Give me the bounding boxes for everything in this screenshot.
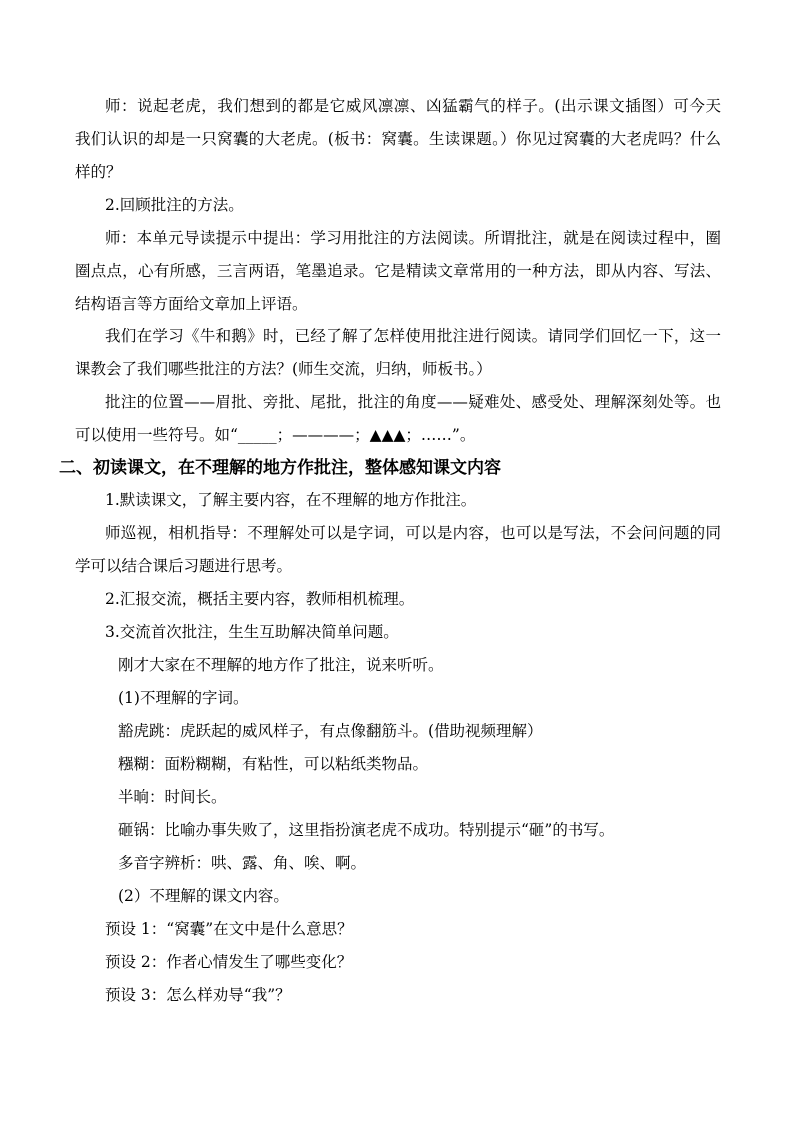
paragraph-intro-line2: 我们认识的却是一只窝囊的大老虎。(板书：窝囊。生读课题。）你见过窝囊的大老虎吗？什么 xyxy=(75,130,721,148)
paragraph-guidance-line2: 学可以结合课后习题进行思考。 xyxy=(75,557,293,575)
paragraph-position-line1: 批注的位置——眉批、旁批、尾批，批注的角度——疑难处、感受处、理解深刻处等。也 xyxy=(105,393,721,411)
step-exchange: 3.交流首次批注，生生互助解决简单问题。 xyxy=(105,623,399,641)
paragraph-intro-line3: 样的？ xyxy=(75,163,122,181)
vocab-item-2: 糨糊：面粉糊糊，有粘性，可以粘纸类物品。 xyxy=(118,755,429,773)
preset-3: 预设 3：怎么样劝导“我”？ xyxy=(105,986,291,1004)
step-silent-read: 1.默读课文，了解主要内容，在不理解的地方作批注。 xyxy=(105,491,477,509)
paragraph-recall-line1: 我们在学习《牛和鹅》时，已经了解了怎样使用批注进行阅读。请同学们回忆一下，这一 xyxy=(105,327,721,345)
subheading-words: (1)不理解的字词。 xyxy=(118,689,249,707)
vocab-item-3: 半晌：时间长。 xyxy=(118,788,227,806)
paragraph-intro-line1: 师：说起老虎，我们想到的都是它威风凛凛、凶猛霸气的样子。(出示课文插图）可今天 xyxy=(105,97,721,115)
polyphone-item: 多音字辨析：哄、露、角、唉、啊。 xyxy=(118,854,367,872)
preset-2: 预设 2：作者心情发生了哪些变化？ xyxy=(105,953,353,971)
section-heading: 二、初读课文，在不理解的地方作批注，整体感知课文内容 xyxy=(59,458,501,478)
vocab-item-4: 砸锅：比喻办事失败了，这里指扮演老虎不成功。特别提示“砸”的书写。 xyxy=(118,821,615,839)
vocab-item-1: 豁虎跳：虎跃起的威风样子，有点像翻筋斗。(借助视频理解） xyxy=(118,722,543,740)
paragraph-recall-line2: 课教会了我们哪些批注的方法？(师生交流，归纳，师板书。） xyxy=(75,360,492,378)
preset-1: 预设 1：“窝囊”在文中是什么意思？ xyxy=(105,920,353,938)
paragraph-method-line3: 结构语言等方面给文章加上评语。 xyxy=(75,295,308,313)
paragraph-method-line1: 师：本单元导读提示中提出：学习用批注的方法阅读。所谓批注，就是在阅读过程中，圈 xyxy=(105,229,721,247)
paragraph-share: 刚才大家在不理解的地方作了批注，说来听听。 xyxy=(118,656,444,674)
subheading-content: (2）不理解的课文内容。 xyxy=(118,887,289,905)
paragraph-method-line2: 圈点点，心有所感，三言两语，笔墨追录。它是精读文章常用的一种方法，即从内容、写法、 xyxy=(75,262,721,280)
paragraph-position-line2: 可以使用一些符号。如“_____；————；▲▲▲；……”。 xyxy=(75,426,476,444)
step-report: 2.汇报交流，概括主要内容，教师相机梳理。 xyxy=(105,590,415,608)
step-review-method: 2.回顾批注的方法。 xyxy=(105,196,244,214)
paragraph-guidance-line1: 师巡视，相机指导：不理解处可以是字词，可以是内容，也可以是写法，不会问问题的同 xyxy=(105,524,721,542)
